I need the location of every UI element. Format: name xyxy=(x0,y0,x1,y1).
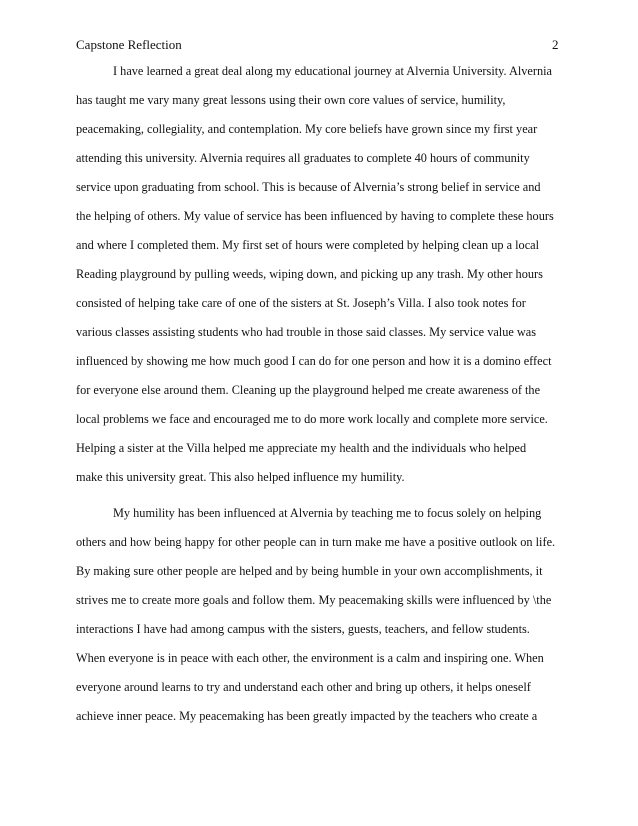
paragraph-1-line: the helping of others. My value of service has been influenced by having to complete these hours xyxy=(76,209,554,223)
paragraph-2-line: strives me to create more goals and follow them. My peacemaking skills were influenced by \the xyxy=(76,593,552,607)
paragraph-1-line: and where I completed them. My first set of hours were completed by helping clean up a local xyxy=(76,238,540,252)
paragraph-1-line: make this university great. This also helped influence my humility. xyxy=(76,470,405,484)
paragraph-1-line: local problems we face and encouraged me to do more work locally and complete more service. xyxy=(76,412,548,426)
paragraph-2-line: everyone around learns to try and understand each other and bring up others, it helps oneself xyxy=(76,680,531,694)
paragraph-1-line: has taught me vary many great lessons using their own core values of service, humility, xyxy=(76,93,506,107)
paragraph-1-line: peacemaking, collegiality, and contemplation. My core beliefs have grown since my first year xyxy=(76,122,538,136)
paragraph-2-line: others and how being happy for other people can in turn make me have a positive outlook on life. xyxy=(76,535,556,549)
paragraph-2-line: My humility has been influenced at Alvernia by teaching me to focus solely on helping xyxy=(113,506,542,520)
paragraph-1-line: I have learned a great deal along my educational journey at Alvernia University. Alvernia xyxy=(113,64,552,78)
paragraph-1-line: influenced by showing me how much good I can do for one person and how it is a domino effect xyxy=(76,354,552,368)
paragraph-1-line: attending this university. Alvernia requires all graduates to complete 40 hours of community xyxy=(76,151,530,165)
page-number: 2 xyxy=(552,37,559,52)
paragraph-1-line: Reading playground by pulling weeds, wiping down, and picking up any trash. My other hours xyxy=(76,267,543,281)
paragraph-1-line: Helping a sister at the Villa helped me appreciate my health and the individuals who helped xyxy=(76,441,527,455)
paragraph-2-line: interactions I have had among campus with the sisters, guests, teachers, and fellow students. xyxy=(76,622,530,636)
paragraph-1-line: consisted of helping take care of one of the sisters at St. Joseph’s Villa. I also took notes for xyxy=(76,296,526,310)
paragraph-2-line: achieve inner peace. My peacemaking has been greatly impacted by the teachers who create a xyxy=(76,709,538,723)
paragraph-1-line: various classes assisting students who had trouble in those said classes. My service value was xyxy=(76,325,537,339)
paragraph-1-line: for everyone else around them. Cleaning up the playground helped me create awareness of the xyxy=(76,383,541,397)
paragraph-1-line: service upon graduating from school. This is because of Alvernia’s strong belief in service and xyxy=(76,180,541,194)
paragraph-2-line: When everyone is in peace with each other, the environment is a calm and inspiring one. When xyxy=(76,651,544,665)
paragraph-2-line: By making sure other people are helped and by being humble in your own accomplishments, it xyxy=(76,564,543,578)
running-header-title: Capstone Reflection xyxy=(76,37,182,52)
